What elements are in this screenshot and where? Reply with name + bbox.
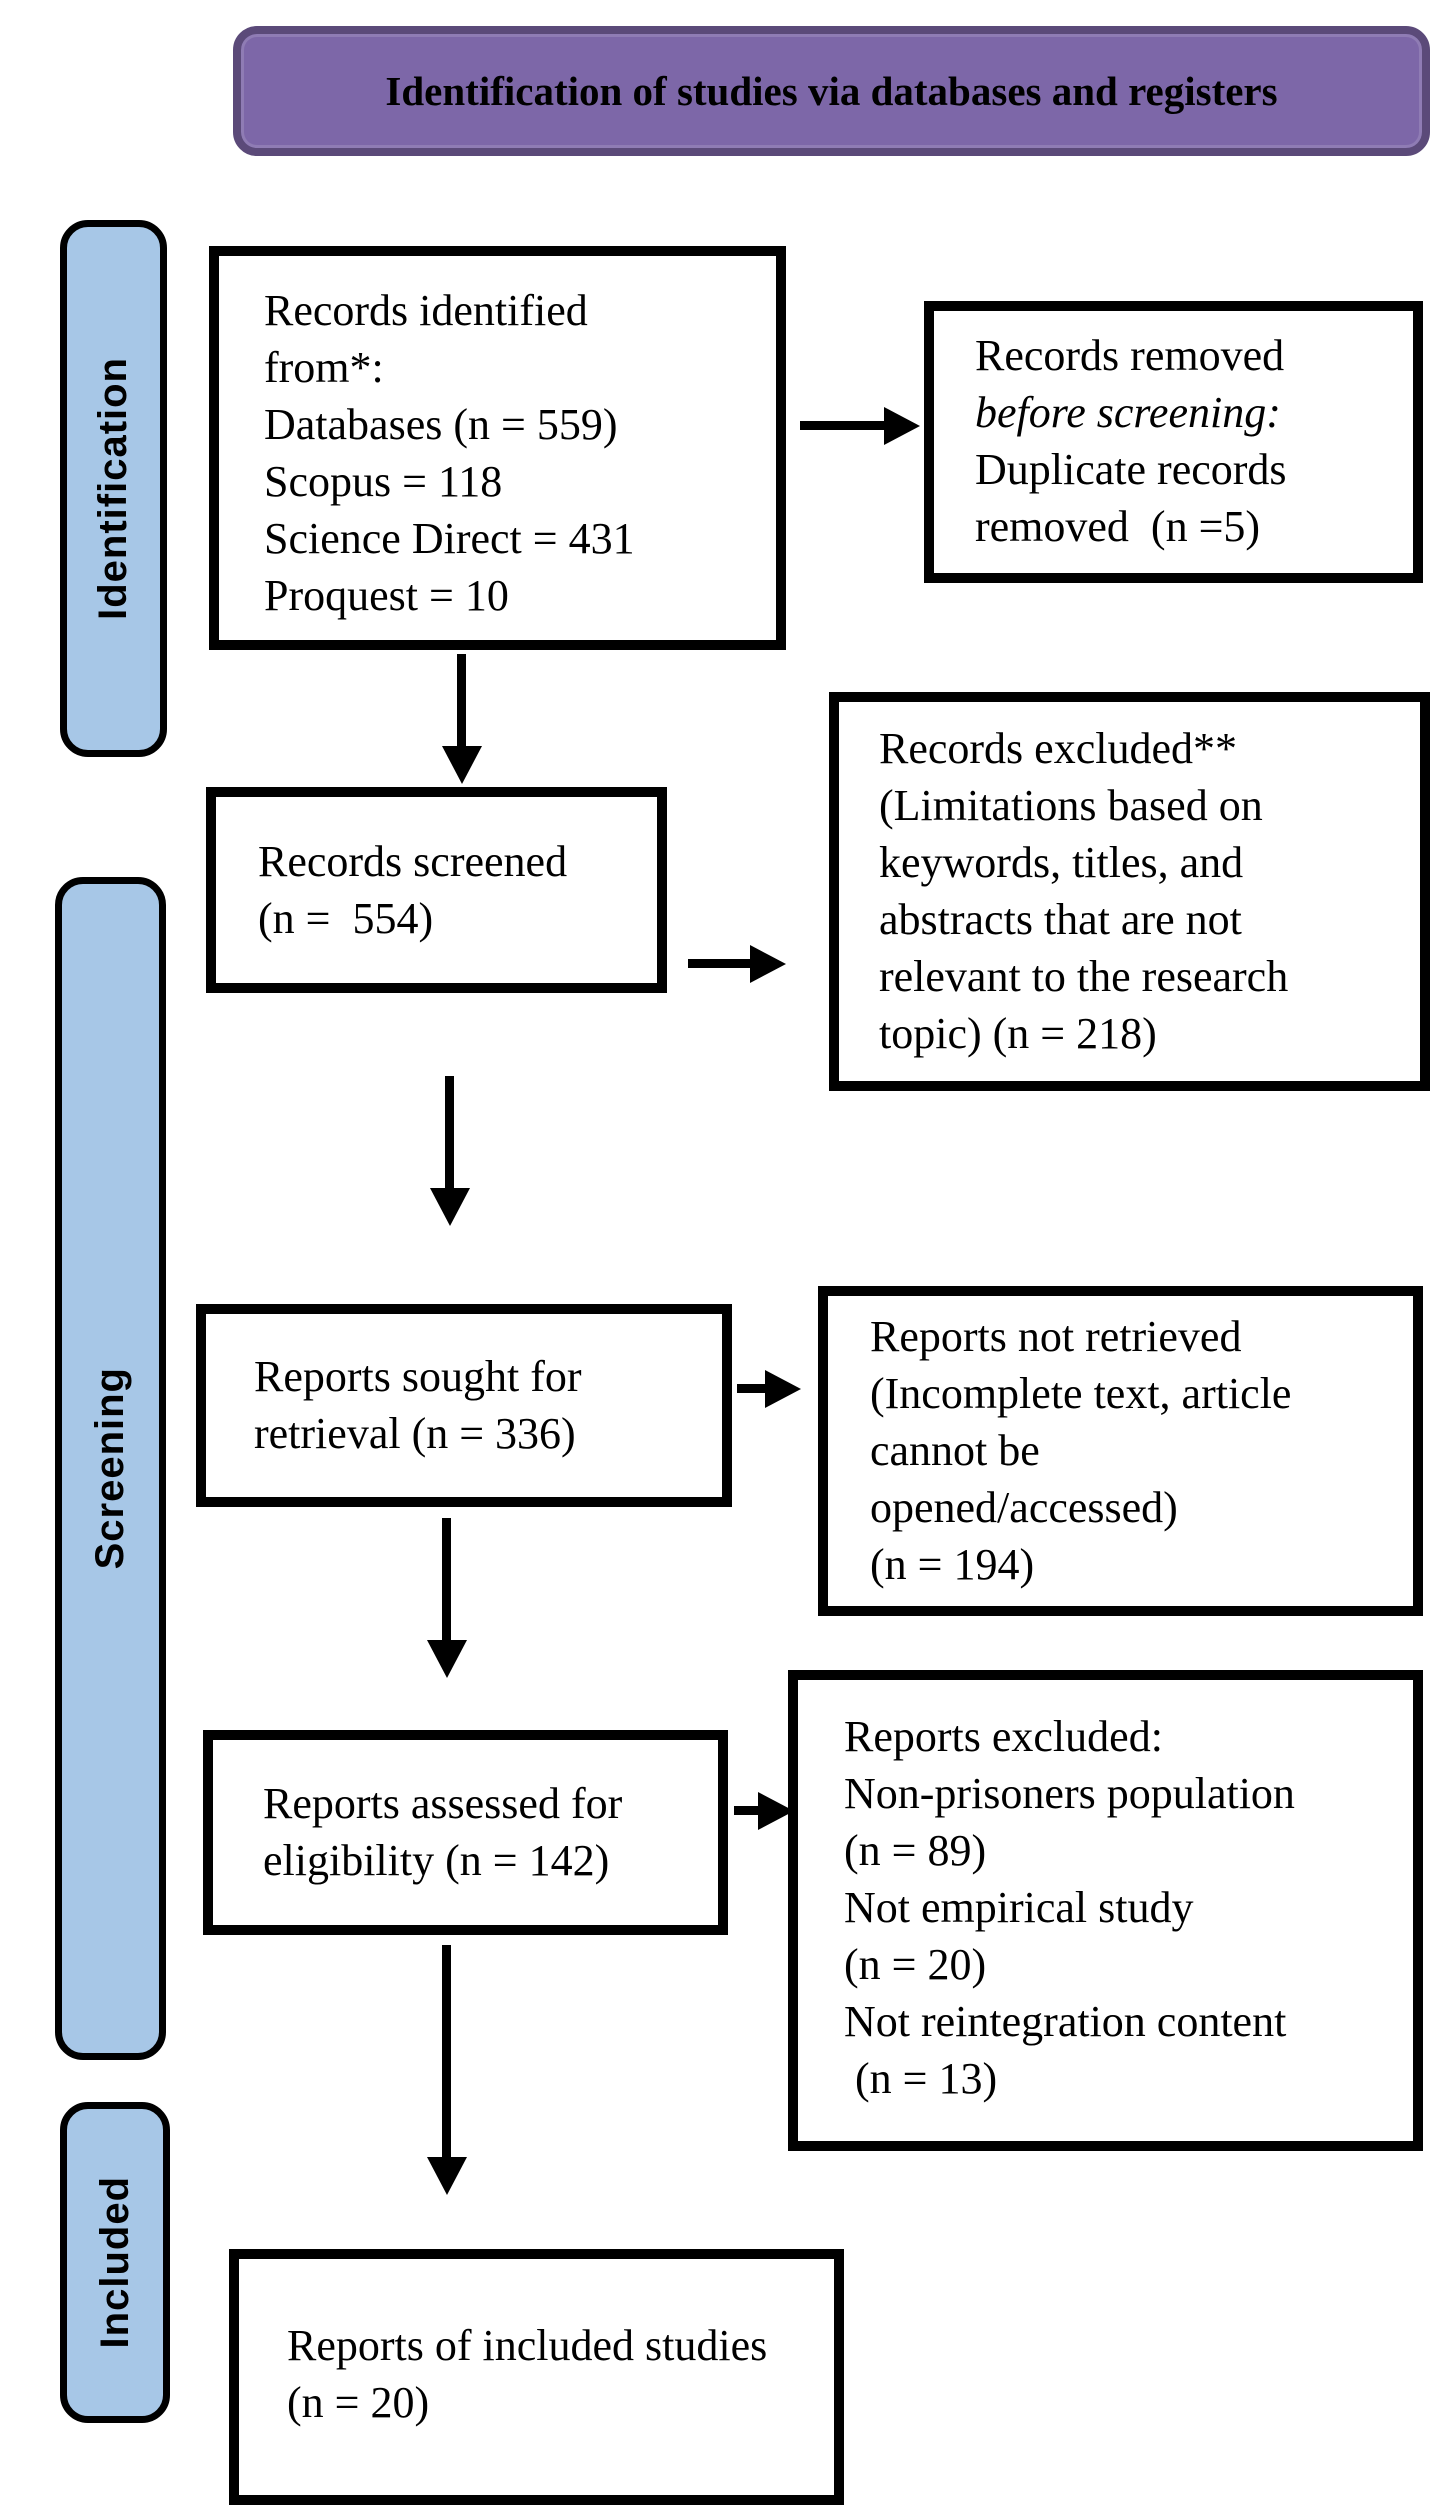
arrow-assessed-to-included-icon xyxy=(442,1945,451,2157)
box-reports-sought xyxy=(196,1304,732,1507)
box-text-line: eligibility (n = 142) xyxy=(263,1836,610,1885)
box-text-line: Records removed xyxy=(975,331,1285,380)
box-reports-included xyxy=(229,2249,844,2505)
box-text-line: keywords, titles, and xyxy=(879,838,1244,887)
box-records-excluded xyxy=(829,692,1430,1091)
box-records-screened xyxy=(206,787,667,993)
box-reports-not-retrieved xyxy=(818,1286,1423,1616)
box-reports-excluded xyxy=(788,1670,1423,2151)
box-text-line: (n = 554) xyxy=(258,894,434,943)
header-banner xyxy=(233,26,1430,156)
box-reports-assessed xyxy=(203,1730,728,1935)
box-text-line: Records excluded** xyxy=(879,724,1237,773)
box-text-line: Duplicate records xyxy=(975,445,1287,494)
stage-label-screening xyxy=(55,877,166,2060)
box-text-line: Reports sought for xyxy=(254,1352,582,1401)
arrow-screened-to-excluded-icon xyxy=(688,959,750,968)
box-text-line: Databases (n = 559) xyxy=(264,400,618,449)
box-text-line: relevant to the research xyxy=(879,952,1289,1001)
arrow-identified-to-removed-icon xyxy=(800,421,884,430)
arrow-identified-to-screened-icon xyxy=(457,654,466,746)
box-text-line: (n = 13) xyxy=(844,2054,998,2103)
box-text-line: (n = 194) xyxy=(870,1540,1035,1589)
box-text-line: Not empirical study xyxy=(844,1883,1194,1932)
box-text-line: (n = 89) xyxy=(844,1826,987,1875)
box-text-line: Records screened xyxy=(258,837,568,886)
box-text-line: Not reintegration content xyxy=(844,1997,1287,2046)
stage-label-included xyxy=(60,2102,170,2423)
stage-label-screening-text: Screening xyxy=(88,1367,132,1570)
box-text-line: (Incomplete text, article xyxy=(870,1369,1292,1418)
arrow-screened-to-sought-icon xyxy=(445,1076,454,1188)
box-records-identified xyxy=(209,246,786,650)
box-text-line: Science Direct = 431 xyxy=(264,514,635,563)
box-text-line: removed (n =5) xyxy=(975,502,1261,551)
stage-label-identification-text: Identification xyxy=(91,357,135,620)
header-title: Identification of studies via databases and registers xyxy=(385,68,1278,114)
box-text-line: Non-prisoners population xyxy=(844,1769,1295,1818)
arrow-sought-to-notretrieved-icon xyxy=(737,1384,765,1393)
box-text-line: Scopus = 118 xyxy=(264,457,503,506)
arrow-sought-to-assessed-icon xyxy=(442,1518,451,1640)
box-text-line: cannot be xyxy=(870,1426,1040,1475)
box-text-line: topic) (n = 218) xyxy=(879,1009,1157,1058)
box-records-removed xyxy=(924,301,1423,583)
box-text-line: (Limitations based on xyxy=(879,781,1263,830)
box-text-line: Reports excluded: xyxy=(844,1712,1163,1761)
box-text-line: Reports assessed for xyxy=(263,1779,623,1828)
box-text-line: Reports not retrieved xyxy=(870,1312,1242,1361)
box-text-line: retrieval (n = 336) xyxy=(254,1409,576,1458)
box-text-line: before screening: xyxy=(975,388,1281,437)
box-text-line: abstracts that are not xyxy=(879,895,1242,944)
arrow-assessed-to-excluded-icon xyxy=(734,1806,758,1815)
box-text-line: from*: xyxy=(264,343,384,392)
box-text-line: Reports of included studies xyxy=(287,2321,768,2370)
box-text-line: Records identified xyxy=(264,286,588,335)
box-text-line: (n = 20) xyxy=(844,1940,987,1989)
box-text-line: opened/accessed) xyxy=(870,1483,1178,1532)
stage-label-included-text: Included xyxy=(92,2176,137,2349)
box-text-line: (n = 20) xyxy=(287,2378,430,2427)
box-text-line: Proquest = 10 xyxy=(264,571,509,620)
stage-label-identification xyxy=(60,220,167,757)
